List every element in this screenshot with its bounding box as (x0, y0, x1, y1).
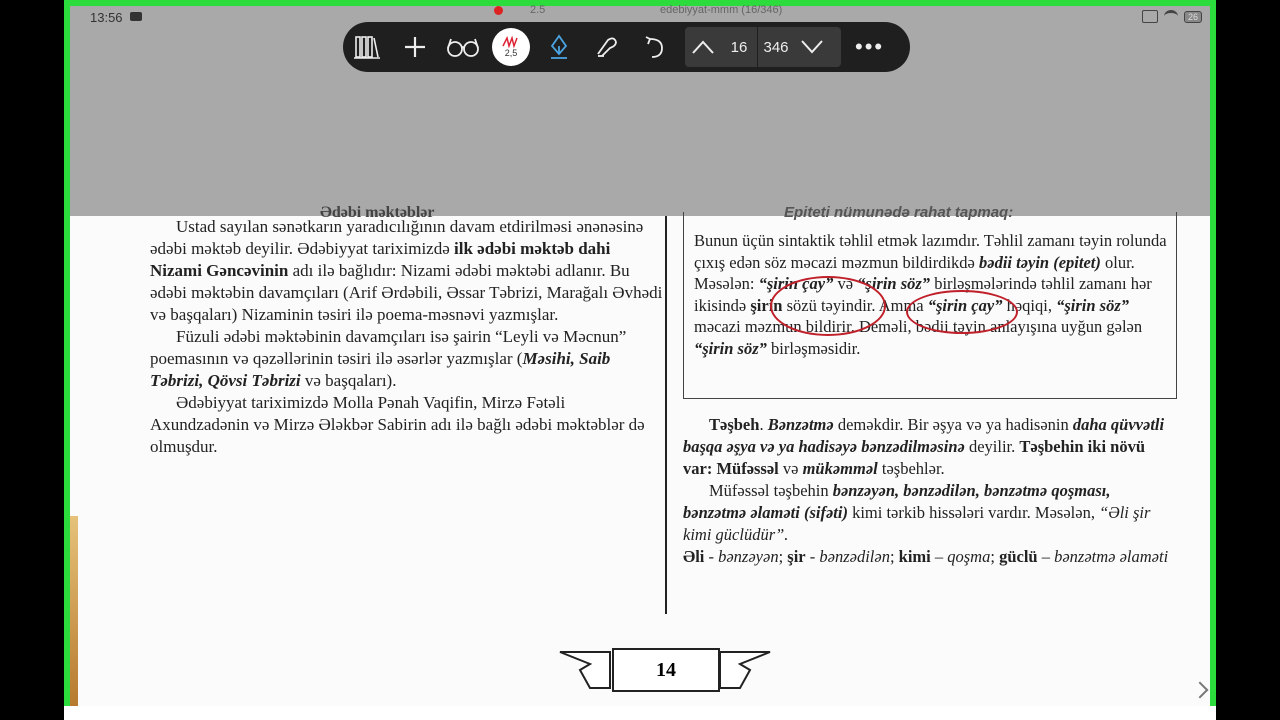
total-pages: 346 (763, 38, 789, 56)
column-divider (665, 216, 667, 614)
box-heading: Epiteti nümunədə rahat tapmaq: (784, 204, 1014, 221)
library-icon[interactable] (343, 22, 391, 72)
right-paragraph-1: Təşbeh. Bənzətmə deməkdir. Bir əşya və ya hadisənin daha qüvvətli başqa əşya və ya hadisəyə bənzədilməsinə deyilir. Təşbehin iki növü var: Müfəssəl və mükəmməl təşbehlər. (683, 415, 1165, 478)
page-edge (70, 516, 78, 706)
box-text: Bunun üçün sintaktik təhlil etmək lazımdır. Təhlil zamanı təyin rolunda çıxış edən söz məcazi məzmun bildirdikdə bədii təyin (epitet) olur. Məsələn: “şirin çay” və “şirin söz” birləşmələrində təhlil zamanı hər ikisində şirin sözü təyindir. Amma “şirin çay” həqiqi, “şirin söz” məcazi məzmun bildirir. Deməli, bədii təyin anlayışına uyğun gələn “şirin söz” birləşməsidir. (694, 231, 1167, 358)
document-page (70, 204, 1210, 706)
page-up-button[interactable] (685, 40, 721, 54)
glasses-icon[interactable] (439, 22, 487, 72)
handwritten-circle-2 (906, 290, 1018, 334)
wifi-icon (1164, 10, 1178, 23)
behind-misc: 2.5 (530, 4, 546, 16)
handwritten-circle-1 (770, 276, 886, 336)
add-icon[interactable] (391, 22, 439, 72)
current-page[interactable]: 16 (730, 38, 748, 56)
left-paragraph-1: Ustad sayılan sənətkarın yaradıcılığının davam etdirilməsi ənənəsinə ədəbi məktəb deyilir. Ədəbiyyat tariximizdə ilk ədəbi məktəb dahi Nizami Gəncəvinin adı ilə bağlıdır: Nizami ədəbi məktəbi adlanır. Bu ədəbi məktəbin davamçıları (Arif Ərdəbili, Əssar Təbrizi, Marağalı Əvhədi və başqaları) Nizaminin təsiri ilə poema-məsnəvi yazmışlar. (150, 217, 663, 324)
screen-icon (1142, 10, 1158, 23)
reader-screen (70, 6, 1210, 706)
status-icons (1142, 10, 1202, 23)
page-number: 14 (612, 648, 720, 692)
left-letterbox (0, 0, 64, 720)
left-paragraph-3: Ədəbiyyat tariximizdə Molla Pənah Vaqifin, Mirzə Fətəli Axundzadənin və Mirzə Ələkbər Sabirin adı ilə bağlı ədəbi məktəblər də olmuşdur. (150, 393, 645, 456)
status-time: 13:56 (90, 10, 123, 25)
left-heading: Ədəbi məktəblər (320, 204, 435, 221)
left-column (150, 204, 665, 458)
next-page-strip (64, 706, 1216, 720)
camera-icon (130, 12, 142, 21)
right-paragraph-2: Müfəssəl təşbehin bənzəyən, bənzədilən, bənzətmə qoşması, bənzətmə əlaməti (sifəti) kimi tərkib hissələri vardır. Məsələn, “Əli şir kimi güclüdür”. (683, 481, 1151, 544)
page-navigator (685, 27, 841, 67)
undo-icon[interactable] (631, 22, 679, 72)
more-icon[interactable]: ••• (855, 34, 885, 59)
battery-icon: 26 (1184, 11, 1202, 23)
document-title: edebiyyat-mmm (16/346) (660, 4, 783, 16)
pen-size-label: 2,5 (504, 48, 518, 58)
right-column (683, 414, 1175, 568)
page-corner-icon[interactable] (1192, 682, 1209, 699)
right-letterbox (1216, 0, 1280, 720)
right-paragraph-3: Əli - bənzəyən; şir - bənzədilən; kimi – qoşma; güclü – bənzətmə əlaməti (683, 547, 1169, 566)
record-dot-icon (494, 6, 503, 15)
page-down-button[interactable] (794, 40, 830, 54)
pen-tool-button[interactable] (487, 22, 535, 72)
annotation-toolbar (343, 22, 910, 72)
lasso-icon[interactable] (583, 22, 631, 72)
left-paragraph-2: Füzuli ədəbi məktəbinin davamçıları isə şairin “Leyli və Məcnun” poemasının və qəzəllərinin təsiri ilə əsərlər yazmışlar (Məsihi, Saib Təbrizi, Qövsi Təbrizi və başqaları). (150, 327, 627, 390)
fountain-pen-icon[interactable] (535, 22, 583, 72)
pen-size-indicator (492, 28, 530, 66)
